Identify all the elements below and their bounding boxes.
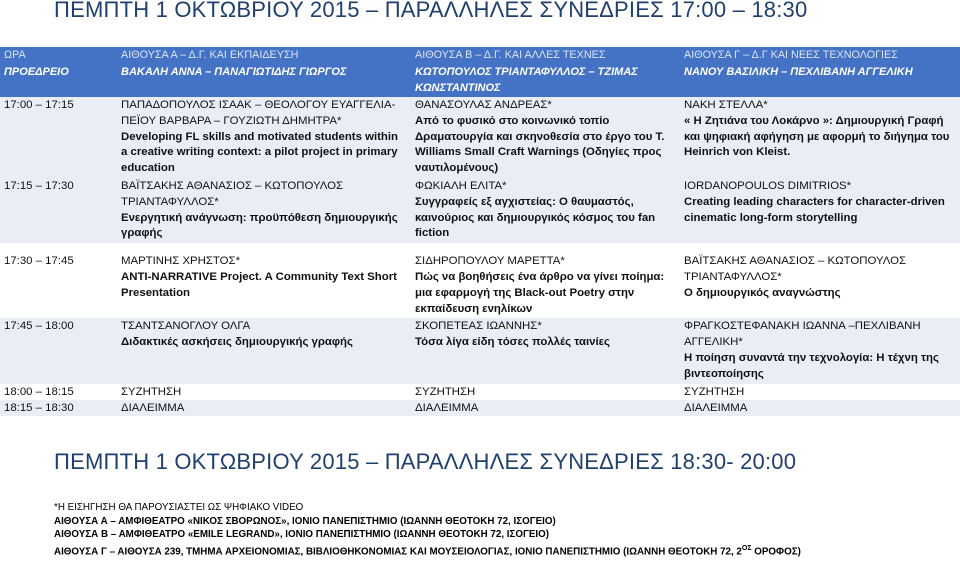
session-cell [680, 318, 960, 383]
room-c-location-tail: ΟΡΟΦΟΣ) [751, 545, 801, 557]
presenter-names: ΤΣΑΝΤΣΑΝΟΓΛΟΥ ΟΛΓΑ [121, 320, 251, 333]
room-c-location [54, 542, 801, 559]
discussion-room-c: ΣΥΖΗΤΗΣΗ [680, 384, 960, 400]
presenter-names: ΝΑΚΗ ΣΤΕΛΛΑ* [684, 99, 768, 111]
video-note: *Η ΕΙΣΗΓΗΣΗ ΘΑ ΠΑΡΟΥΣΙΑΣΤΕΙ ΩΣ ΨΗΦΙΑΚΟ VIDEO [54, 502, 304, 513]
session-row [0, 178, 960, 243]
presenter-names: ΒΑΪΤΣΑΚΗΣ ΑΘΑΝΑΣΙΟΣ – ΚΩΤΟΠΟΥΛΟΣ ΤΡΙΑΝΤΑΦΥΛΛΟΣ* [684, 255, 907, 283]
room-b-header: ΑΙΘΟΥΣΑ Β – Δ.Γ. ΚΑΙ ΑΛΛΕΣ ΤΕΧΝΕΣ [411, 47, 680, 64]
talk-title: Ο δημιουργικός αναγνώστης [684, 286, 841, 299]
break-time: 18:15 – 18:30 [0, 400, 117, 416]
session-time: 17:45 – 18:00 [0, 318, 117, 383]
session-row [0, 318, 960, 383]
talk-title: Ενεργητική ανάγνωση: προϋπόθεση δημιουργικής γραφής [121, 211, 398, 240]
break-room-c: ΔΙΑΛΕΙΜΜΑ [680, 400, 960, 416]
page-title: ΠΕΜΠΤΗ 1 ΟΚΤΩΒΡΙΟΥ 2015 – ΠΑΡΑΛΛΗΛΕΣ ΣΥΝΕΔΡΙΕΣ 17:00 – 18:30 [54, 0, 808, 22]
discussion-time: 18:00 – 18:15 [0, 384, 117, 400]
break-room-a: ΔΙΑΛΕΙΜΜΑ [117, 400, 411, 416]
session-time: 17:00 – 17:15 [0, 97, 117, 178]
presenter-names: ΒΑΪΤΣΑΚΗΣ ΑΘΑΝΑΣΙΟΣ – ΚΩΤΟΠΟΥΛΟΣ ΤΡΙΑΝΤΑΦΥΛΛΟΣ* [121, 179, 344, 208]
presidium-label: ΠΡΟΕΔΡΕΙΟ [0, 64, 117, 97]
presenter-names: ΣΙΔΗΡΟΠΟΥΛΟΥ ΜΑΡΕΤΤΑ* [415, 255, 565, 268]
session-cell [117, 97, 411, 178]
session-cell [411, 253, 680, 318]
presenter-names: ΣΚΟΠΕΤΕΑΣ ΙΩΑΝΝΗΣ* [415, 320, 542, 333]
talk-title: ANTI-NARRATIVE Project. A Community Text Short Presentation [121, 270, 397, 299]
break-room-b: ΔΙΑΛΕΙΜΜΑ [411, 400, 680, 416]
talk-title: Τόσα λίγα είδη τόσες πολλές ταινίες [415, 336, 610, 349]
room-c-location-text: ΑΙΘΟΥΣΑ Γ – ΑΙΘΟΥΣΑ 239, ΤΜΗΜΑ ΑΡΧΕΙΟΝΟΜΙΑΣ, ΒΙΒΛΙΟΘΗΚΟΝΟΜΙΑΣ ΚΑΙ ΜΟΥΣΕΙΟΛΟΓΙΑΣ, ΙΟΝΙΟ ΠΑΝΕΠΙΣΤΗΜΙΟ (ΙΩΑΝΝΗ ΘΕΟΤΟΚΗ 72, 2 [54, 545, 742, 557]
session-cell [411, 97, 680, 178]
session-row [0, 253, 960, 318]
session-cell [680, 253, 960, 318]
second-session-title: ΠΕΜΠΤΗ 1 ΟΚΤΩΒΡΙΟΥ 2015 – ΠΑΡΑΛΛΗΛΕΣ ΣΥΝΕΔΡΙΕΣ 18:30- 20:00 [54, 449, 797, 474]
floor-ordinal: ΟΣ [741, 544, 752, 552]
break-row [0, 400, 960, 416]
presenter-names: ΠΑΠΑΔΟΠΟΥΛΟΣ ΙΣΑΑΚ – ΘΕΟΛΟΓΟΥ ΕΥΑΓΓΕΛΙΑ-ΠΕΪΟΥ ΒΑΡΒΑΡΑ – ΓΟΥΖΙΩΤΗ ΔΗΜΗΤΡΑ* [121, 99, 396, 127]
room-b-location: ΑΙΘΟΥΣΑ Β – ΑΜΦΙΘΕΑΤΡΟ «EMILE LEGRAND», ΙΟΝΙΟ ΠΑΝΕΠΙΣΤΗΜΙΟ (ΙΩΑΝΝΗ ΘΕΟΤΟΚΗ 72, ΙΣΟΓΕΙΟ) [54, 529, 550, 540]
room-a-location: ΑΙΘΟΥΣΑ Α – ΑΜΦΙΘΕΑΤΡΟ «ΝΙΚΟΣ ΣΒΟΡΩΝΟΣ», ΙΟΝΙΟ ΠΑΝΕΠΙΣΤΗΜΙΟ (ΙΩΑΝΝΗ ΘΕΟΤΟΚΗ 72, ΙΣΟΓΕΙΟ) [54, 515, 556, 527]
header-row [0, 47, 960, 64]
talk-title: Η ποίηση συναντά την τεχνολογία: Η τέχνη της βιντεοποίησης [684, 351, 939, 380]
talk-title: Διδακτικές ασκήσεις δημιουργικής γραφής [121, 336, 353, 349]
presidium-row [0, 64, 960, 97]
session-cell [680, 178, 960, 243]
notes-block [54, 501, 801, 558]
discussion-room-b: ΣΥΖΗΤΗΣΗ [411, 384, 680, 400]
presidium-room-b: ΚΩΤΟΠΟΥΛΟΣ ΤΡΙΑΝΤΑΦΥΛΛΟΣ – ΤΖΙΜΑΣ ΚΩΝΣΤΑΝΤΙΝΟΣ [411, 64, 680, 97]
talk-title: Creating leading characters for character-driven cinematic long-form storytelling [684, 195, 945, 224]
session-cell [411, 178, 680, 243]
talk-title: Συγγραφείς εξ αγχιστείας: Ο θαυμαστός, καινούριος και δημιουργικός κόσμος του fan fiction [415, 195, 656, 240]
room-a-header: ΑΙΘΟΥΣΑ Α – Δ.Γ. ΚΑΙ ΕΚΠΑΙΔΕΥΣΗ [117, 47, 411, 64]
program-table [0, 47, 960, 416]
presidium-room-a: ΒΑΚΑΛΗ ΑΝΝΑ – ΠΑΝΑΓΙΩΤΙΔΗΣ ΓΙΩΡΓΟΣ [117, 64, 411, 97]
presenter-names: IORDANOPOULOS DIMITRIOS* [684, 179, 852, 192]
session-time: 17:15 – 17:30 [0, 178, 117, 243]
row-spacer [0, 243, 960, 253]
session-cell [411, 318, 680, 383]
presenter-names: ΜΑΡΤΙΝΗΣ ΧΡΗΣΤΟΣ* [121, 255, 241, 268]
session-cell [680, 97, 960, 178]
session-row [0, 97, 960, 178]
session-time: 17:30 – 17:45 [0, 253, 117, 318]
session-cell [117, 318, 411, 383]
discussion-row [0, 384, 960, 400]
presenter-names: ΦΩΚΙΑΛΗ ΕΛΙΤΑ* [415, 179, 507, 192]
session-cell [117, 253, 411, 318]
talk-title: Πώς να βοηθήσεις ένα άρθρο να γίνει ποίημα: μια εφαρμογή της Black-out Poetry στην εκπαίδευση ενηλίκων [415, 270, 665, 315]
presenter-names: ΘΑΝΑΣΟΥΛΑΣ ΑΝΔΡΕΑΣ* [415, 99, 552, 111]
talk-title: Από το φυσικό στο κοινωνικό τοπίο Δραματουργία και σκηνοθεσία στο έργο του T. Williams Small Craft Warnings (Οδηγίες προς ναυτιλομένους) [415, 114, 665, 175]
session-cell [117, 178, 411, 243]
room-c-header: ΑΙΘΟΥΣΑ Γ – Δ.Γ ΚΑΙ ΝΕΕΣ ΤΕΧΝΟΛΟΓΙΕΣ [680, 47, 960, 64]
time-column-header: ΩΡΑ [0, 47, 117, 64]
talk-title: « Η Ζητιάνα του Λοκάρνο »: Δημιουργική Γραφή και ψηφιακή αφήγηση με αφορμή το διήγημα του Heinrich von Kleist. [684, 114, 950, 159]
discussion-room-a: ΣΥΖΗΤΗΣΗ [117, 384, 411, 400]
presenter-names: ΦΡΑΓΚΟΣΤΕΦΑΝΑΚΗ ΙΩΑΝΝΑ –ΠΕΧΛΙΒΑΝΗ ΑΓΓΕΛΙΚΗ* [684, 320, 921, 349]
presidium-room-c: ΝΑΝΟΥ ΒΑΣΙΛΙΚΗ – ΠΕΧΛΙΒΑΝΗ ΑΓΓΕΛΙΚΗ [680, 64, 960, 97]
talk-title: Developing FL skills and motivated students within a creative writing context: a pilot project in primary education [121, 130, 399, 175]
